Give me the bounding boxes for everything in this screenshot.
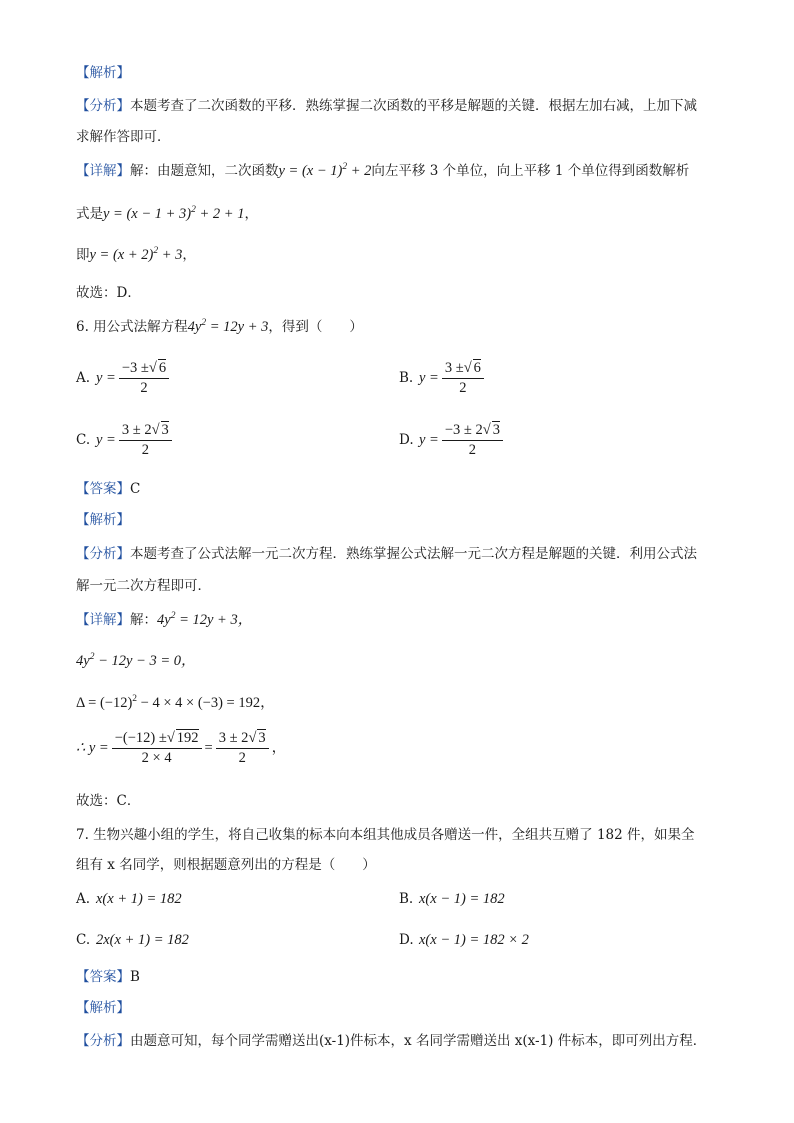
q6-option-c: C. y = $\frac{3 \pm 2√ 3}{2}$	[76, 422, 175, 459]
q5-eq1: $y = (x - 1)^2 + 2$	[278, 162, 372, 179]
q6-stem-eq: $4y^2 = 12y + 3$	[187, 318, 269, 335]
q7-option-b: B. x(x − 1) = 182	[399, 891, 505, 907]
q6-detail-line3: $\Delta = (-12)^2 - 4 \times 4 \times (-3) = 192$，	[76, 694, 275, 711]
q6-choose: 故选：C．	[76, 793, 141, 809]
q6-option-a: A. y = $\frac{-3 \pm√ 6}{2}$	[76, 360, 172, 397]
q6-stem: 6. 用公式法解方程$4y^2 = 12y + 3$，得到（ ）	[76, 318, 363, 335]
q6-option-b: B. y = $\frac{3 \pm√ 6}{2}$	[399, 360, 487, 397]
q6-jiexi-heading: 【解析】	[76, 512, 130, 528]
q7-answer: 【答案】B	[76, 969, 140, 985]
q6-detail-line4: ∴ y = $\frac{-(-12) \pm√ 192}{2 \times 4}$ = $\frac{3 \pm 2√ 3}{2}$ ，	[76, 730, 287, 766]
q5-detail-line2: 式是$y = (x - 1 + 3)^2 + 2 + 1$，	[76, 205, 258, 222]
q7-option-a: A. x(x + 1) = 182	[76, 891, 182, 907]
q6-option-d: D. y = $\frac{-3 \pm 2√ 3}{2}$	[399, 422, 506, 459]
jiexi-heading: 【解析】	[76, 65, 130, 81]
q5-analysis-line1	[76, 97, 697, 115]
q7-option-d: D. x(x − 1) = 182 × 2	[399, 932, 529, 948]
q5-detail-line1	[76, 162, 689, 180]
q5-detail-a: 解：由题意知，二次函数	[130, 163, 279, 179]
q5-fenxi-text1: 本题考查了二次函数的平移．熟练掌握二次函数的平移是解题的关键．根据左加右减，上加下减	[130, 98, 697, 114]
fenxi-tag: 【分析】	[76, 98, 130, 114]
q6-detail-line1: 【详解】解：$4y^2 = 12y + 3$，	[76, 611, 253, 628]
q5-choose: 故选：D．	[76, 285, 141, 301]
q5-detail-b: 向左平移 3 个单位，向上平移 1 个单位得到函数解析	[371, 163, 690, 179]
q7-analysis: 【分析】由题意可知，每个同学需赠送出(x-1)件标本，x 名同学需赠送出 x(x-1) 件标本，即可列出方程．	[76, 1033, 707, 1049]
q7-option-c: C. 2x(x + 1) = 182	[76, 932, 189, 948]
q5-detail-line3: 即$y = (x + 2)^2 + 3$，	[76, 246, 196, 263]
q5-eq3: $y = (x + 2)^2 + 3$	[89, 246, 183, 263]
q6-detail-line2: $4y^2 - 12y - 3 = 0$，	[76, 652, 196, 669]
q6-answer: 【答案】C	[76, 481, 141, 497]
xiangjie-tag: 【详解】	[76, 163, 130, 179]
q7-stem-line1: 7. 生物兴趣小组的学生，将自己收集的标本向本组其他成员各赠送一件，全组共互赠了 182 件，如果全	[76, 827, 695, 843]
q5-eq2: $y = (x - 1 + 3)^2 + 2 + 1$	[103, 205, 245, 222]
q7-stem-line2: 组有 x 名同学，则根据题意列出的方程是（ ）	[76, 857, 376, 873]
q6-analysis-line1: 【分析】本题考查了公式法解一元二次方程．熟练掌握公式法解一元二次方程是解题的关键．利用公式法	[76, 546, 697, 562]
q7-jiexi-heading: 【解析】	[76, 1000, 130, 1016]
q5-fenxi-text2: 求解作答即可．	[76, 129, 171, 145]
q6-fenxi-text2: 解一元二次方程即可．	[76, 578, 211, 594]
